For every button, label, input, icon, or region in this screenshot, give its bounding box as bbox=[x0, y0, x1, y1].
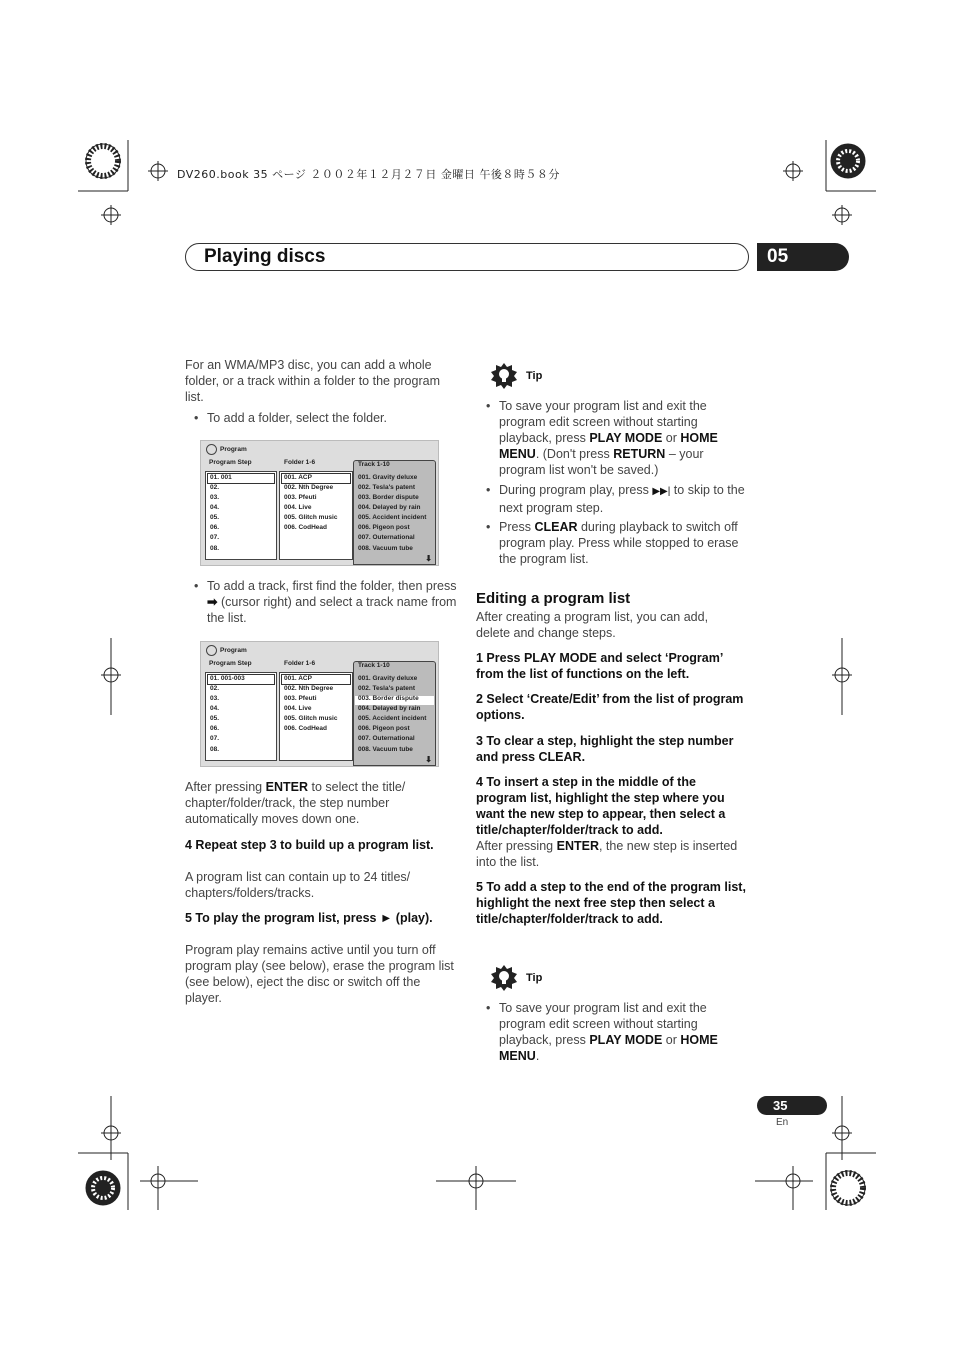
page-number-badge bbox=[757, 1096, 827, 1115]
tip2-b1-a: To save your program list and exit the program edit screen without starting playback, press bbox=[499, 1001, 707, 1047]
folder-item[interactable]: 002. Nth Degree bbox=[284, 484, 334, 491]
track-item[interactable]: 006. Pigeon post bbox=[358, 524, 410, 531]
bullet-add-track bbox=[207, 578, 457, 626]
folder-item[interactable]: 003. Pfeuti bbox=[284, 695, 317, 702]
tip2-end: . bbox=[535, 1049, 540, 1063]
track-item[interactable]: 002. Tesla's patent bbox=[358, 484, 416, 491]
language-label: En bbox=[776, 1117, 789, 1128]
clear-key: CLEAR bbox=[534, 520, 578, 534]
after-enter-paragraph bbox=[185, 779, 447, 827]
track-item[interactable]: 003. Border dispute bbox=[358, 695, 419, 702]
track-item[interactable]: 005. Accident incident bbox=[358, 715, 427, 722]
next-track-icon: ▶▶| bbox=[652, 486, 671, 497]
col-header-track: Track 1-10 bbox=[358, 461, 390, 468]
home-menu-key: HOME MENU bbox=[499, 1033, 718, 1063]
track-item[interactable]: 001. Gravity deluxe bbox=[358, 474, 418, 481]
disc-icon bbox=[206, 444, 217, 455]
page-number: 35 bbox=[773, 1098, 788, 1113]
return-key: RETURN bbox=[613, 447, 666, 461]
col-header-track: Track 1-10 bbox=[358, 662, 390, 669]
edit-step-2: 2 Select ‘Create/Edit’ from the list of program options. bbox=[476, 692, 744, 722]
folder-item[interactable]: 006. CodHead bbox=[284, 725, 327, 732]
edit-s4-b: , the new step is inserted into the list. bbox=[476, 839, 738, 869]
track-item[interactable]: 004. Delayed by rain bbox=[358, 705, 421, 712]
track-item[interactable]: 003. Border dispute bbox=[358, 494, 419, 501]
col-header-program-step: Program Step bbox=[209, 459, 252, 466]
folder-item[interactable]: 001. ACP bbox=[284, 474, 312, 481]
track-item[interactable]: 001. Gravity deluxe bbox=[358, 675, 418, 682]
tip2-bullet-save bbox=[499, 1000, 747, 1064]
step-row[interactable]: 05. bbox=[210, 715, 220, 722]
track-list bbox=[353, 460, 436, 565]
track-item[interactable]: 008. Vacuum tube bbox=[358, 746, 413, 753]
step-row[interactable]: 02. bbox=[210, 484, 220, 491]
program-step-list bbox=[205, 672, 277, 761]
program-step-list bbox=[205, 471, 277, 560]
step-4-heading: 4 Repeat step 3 to build up a program list. bbox=[185, 838, 434, 852]
enter-key: ENTER bbox=[265, 780, 308, 794]
folder-item[interactable]: 001. ACP bbox=[284, 675, 312, 682]
step-row[interactable]: 01. 001-003 bbox=[210, 675, 245, 682]
tip-bullet-save bbox=[499, 398, 747, 478]
screen-title: Program bbox=[220, 446, 247, 453]
scroll-down-icon[interactable]: ⬇ bbox=[425, 755, 432, 764]
tip1-b2-b: to skip to the next program step. bbox=[499, 483, 745, 515]
edit-step-3: 3 To clear a step, highlight the step number and press CLEAR. bbox=[476, 734, 734, 764]
tip-bullet-skip bbox=[499, 482, 747, 516]
step-row[interactable]: 02. bbox=[210, 685, 220, 692]
folder-item[interactable]: 004. Live bbox=[284, 504, 312, 511]
editing-intro: After creating a program list, you can add, delete and change steps. bbox=[476, 610, 709, 640]
track-list bbox=[353, 661, 436, 766]
track-item[interactable]: 005. Accident incident bbox=[358, 514, 427, 521]
step-4-body: A program list can contain up to 24 titles/ chapters/folders/tracks. bbox=[185, 870, 411, 900]
print-slug: DV260.book 35 ページ ２００２年１２月２７日 金曜日 午後８時５８分 bbox=[177, 168, 560, 181]
page-title: Playing discs bbox=[204, 246, 326, 267]
track-item[interactable]: 007. Outernational bbox=[358, 534, 415, 541]
step-row[interactable]: 08. bbox=[210, 746, 220, 753]
play-mode-key: PLAY MODE bbox=[589, 1033, 663, 1047]
lightbulb-icon bbox=[491, 363, 517, 389]
step-row[interactable]: 05. bbox=[210, 514, 220, 521]
tip-heading: Tip bbox=[526, 370, 543, 382]
home-menu-key: HOME MENU bbox=[499, 431, 718, 461]
folder-item[interactable]: 002. Nth Degree bbox=[284, 685, 334, 692]
track-item[interactable]: 002. Tesla's patent bbox=[358, 685, 416, 692]
section-header bbox=[185, 243, 749, 271]
tip1-b3-b: during playback to switch off program play. Press while stopped to erase the program list. bbox=[499, 520, 739, 566]
disc-icon bbox=[206, 645, 217, 656]
step-5-heading: 5 To play the program list, press ► (play). bbox=[185, 911, 433, 925]
edit-step-4-body bbox=[476, 838, 741, 870]
step-row[interactable]: 01. 001 bbox=[210, 474, 232, 481]
track-item[interactable]: 007. Outernational bbox=[358, 735, 415, 742]
editing-heading: Editing a program list bbox=[476, 590, 631, 607]
program-screen-track bbox=[200, 641, 439, 767]
step-row[interactable]: 07. bbox=[210, 534, 220, 541]
track-item[interactable]: 004. Delayed by rain bbox=[358, 504, 421, 511]
scroll-down-icon[interactable]: ⬇ bbox=[425, 554, 432, 563]
bullet-add-track-a: To add a track, first find the folder, then press bbox=[207, 579, 457, 593]
tip2-or: or bbox=[665, 1033, 677, 1047]
step-row[interactable]: 04. bbox=[210, 504, 220, 511]
step-row[interactable]: 07. bbox=[210, 735, 220, 742]
step-row[interactable]: 03. bbox=[210, 494, 220, 501]
edit-s4-a: After pressing bbox=[476, 839, 554, 853]
folder-item[interactable]: 006. CodHead bbox=[284, 524, 327, 531]
folder-list bbox=[279, 672, 353, 761]
screen-title: Program bbox=[220, 647, 247, 654]
step-row[interactable]: 08. bbox=[210, 545, 220, 552]
folder-item[interactable]: 005. Glitch music bbox=[284, 715, 338, 722]
step-row[interactable]: 06. bbox=[210, 524, 220, 531]
bullet-add-folder: • To add a folder, select the folder. bbox=[207, 410, 457, 426]
step-row[interactable]: 03. bbox=[210, 695, 220, 702]
chapter-tab bbox=[757, 243, 849, 271]
program-screen-folder bbox=[200, 440, 439, 566]
step-5-body: Program play remains active until you turn off program play (see below), erase the program list (see below), eject the disc or switch off the player. bbox=[185, 943, 454, 1005]
col-header-folder: Folder 1-6 bbox=[284, 459, 316, 466]
step-row[interactable]: 06. bbox=[210, 725, 220, 732]
tip1-b1-b: . (Don't press bbox=[535, 447, 610, 461]
cursor-right-icon: ➡ bbox=[207, 595, 218, 609]
enter-key: ENTER bbox=[556, 839, 599, 853]
intro-paragraph: For an WMA/MP3 disc, you can add a whole folder, or a track within a folder to the program list. bbox=[185, 358, 440, 404]
folder-item[interactable]: 005. Glitch music bbox=[284, 514, 338, 521]
after-enter-b: to select the title/ chapter/folder/track, the step number automatically moves down one. bbox=[185, 780, 406, 826]
chapter-number: 05 bbox=[767, 246, 789, 267]
col-header-program-step: Program Step bbox=[209, 660, 252, 667]
track-item[interactable]: 008. Vacuum tube bbox=[358, 545, 413, 552]
edit-step-5: 5 To add a step to the end of the program list, highlight the next free step then select a title/chapter/folder/track to add. bbox=[476, 880, 746, 926]
folder-list bbox=[279, 471, 353, 560]
tip1-b2-a: During program play, press bbox=[499, 483, 649, 497]
edit-step-1: 1 Press PLAY MODE and select ‘Program’ from the list of functions on the left. bbox=[476, 651, 723, 681]
track-item[interactable]: 006. Pigeon post bbox=[358, 725, 410, 732]
tip1-or: or bbox=[665, 431, 677, 445]
after-enter-a: After pressing bbox=[185, 780, 263, 794]
starburst-top-left bbox=[88, 146, 118, 176]
lightbulb-icon bbox=[491, 965, 517, 991]
tip1-b1-a: To save your program list and exit the program edit screen without starting playback, press bbox=[499, 399, 707, 445]
play-mode-key: PLAY MODE bbox=[589, 431, 663, 445]
bullet-add-track-b: (cursor right) and select a track name from the list. bbox=[207, 595, 457, 625]
col-header-folder: Folder 1-6 bbox=[284, 660, 316, 667]
folder-item[interactable]: 004. Live bbox=[284, 705, 312, 712]
tip1-b3-a: Press bbox=[499, 520, 531, 534]
tip1-b1-c: – your program list won't be saved.) bbox=[499, 447, 704, 477]
tip-bullet-clear bbox=[499, 519, 747, 567]
edit-step-4: 4 To insert a step in the middle of the program list, highlight the step where you want the new step to appear, then select a title/chapter/folder/track to add. bbox=[476, 775, 726, 837]
tip-heading: Tip bbox=[526, 972, 543, 984]
step-row[interactable]: 04. bbox=[210, 705, 220, 712]
folder-item[interactable]: 003. Pfeuti bbox=[284, 494, 317, 501]
